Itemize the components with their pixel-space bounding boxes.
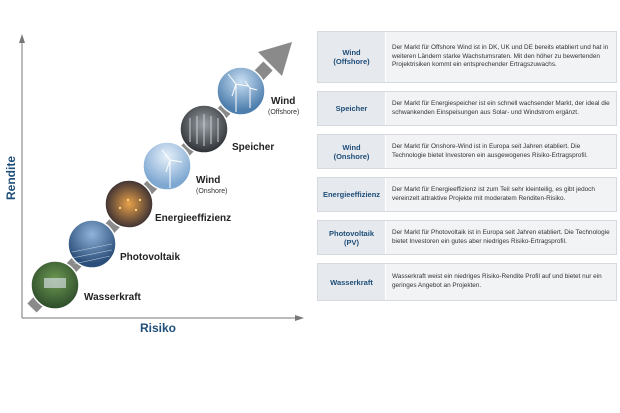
row-name: Energieeffizienz xyxy=(318,178,386,211)
step-wind-offshore xyxy=(217,67,299,116)
step-wasserkraft xyxy=(31,261,142,309)
row-description: Der Markt für Photovoltaik ist in Europa seit Jahren etabliert. Die Technologie bietet Investoren ein gutes aber niedriges Risiko-Ertragsprofil. xyxy=(386,221,616,254)
table-row-wind-offshore xyxy=(318,32,616,82)
row-description: Wasserkraft weist ein niedriges Risiko-Rendite Profil auf und bietet nur ein geringes Angebot an Projekten. xyxy=(386,264,616,300)
table-row-speicher xyxy=(318,92,616,125)
row-description: Der Markt für Energiespeicher ist ein schnell wachsender Markt, der ideal die schwankenden Einspeisungen aus Solar- und Windstrom ergänzt. xyxy=(386,92,616,125)
step-label-energieeffizienz: Energieeffizienz xyxy=(155,213,232,224)
risk-return-diagram xyxy=(0,0,310,340)
step-label-wasserkraft: Wasserkraft xyxy=(84,292,141,303)
row-description: Der Markt für Energieeffizienz ist zum Teil sehr kleinteilig, es gibt jedoch vereinzelt attraktive Projekte mit moderatem Renditen-Risiko. xyxy=(386,178,616,211)
step-label-wind-offshore: Wind xyxy=(271,96,296,107)
row-name: Photovoltaik (PV) xyxy=(318,221,386,254)
y-axis-label: Rendite xyxy=(4,155,18,201)
row-description: Der Markt für Onshore-Wind ist in Europa seit Jahren etabliert. Die Technologie bietet Investoren ein ausgewogenes Risiko-Ertragsprofil. xyxy=(386,135,616,168)
row-name: Wasserkraft xyxy=(318,264,386,300)
step-label-speicher: Speicher xyxy=(232,142,275,153)
table-row-wasserkraft xyxy=(318,264,616,300)
row-description: Der Markt für Offshore Wind ist in DK, UK und DE bereits etabliert und hat in weiteren Ländern starke Wachstumsraten. Mit den höher zu bewertenden Projektrisiken kommt ein entsprechender Ertragszuwachs. xyxy=(386,32,616,82)
row-name: Wind (Onshore) xyxy=(318,135,386,168)
wind-offshore-photo-icon xyxy=(217,67,265,115)
step-sub-wind-onshore: (Onshore) xyxy=(196,188,228,195)
row-name: Speicher xyxy=(318,92,386,125)
energieeffizienz-photo-icon xyxy=(105,180,153,228)
x-axis-label: Risiko xyxy=(139,321,177,335)
step-label-photovoltaik: Photovoltaik xyxy=(120,252,181,263)
step-sub-wind-offshore: (Offshore) xyxy=(268,109,300,116)
row-name: Wind (Offshore) xyxy=(318,32,386,82)
description-table xyxy=(318,32,616,310)
step-label-wind-onshore: Wind xyxy=(196,175,221,186)
wind-onshore-photo-icon xyxy=(143,142,191,190)
table-row-energieeffizienz xyxy=(318,178,616,211)
y-axis xyxy=(19,34,25,318)
table-row-photovoltaik xyxy=(318,221,616,254)
table-row-wind-onshore xyxy=(318,135,616,168)
photovoltaik-photo-icon xyxy=(68,220,116,268)
